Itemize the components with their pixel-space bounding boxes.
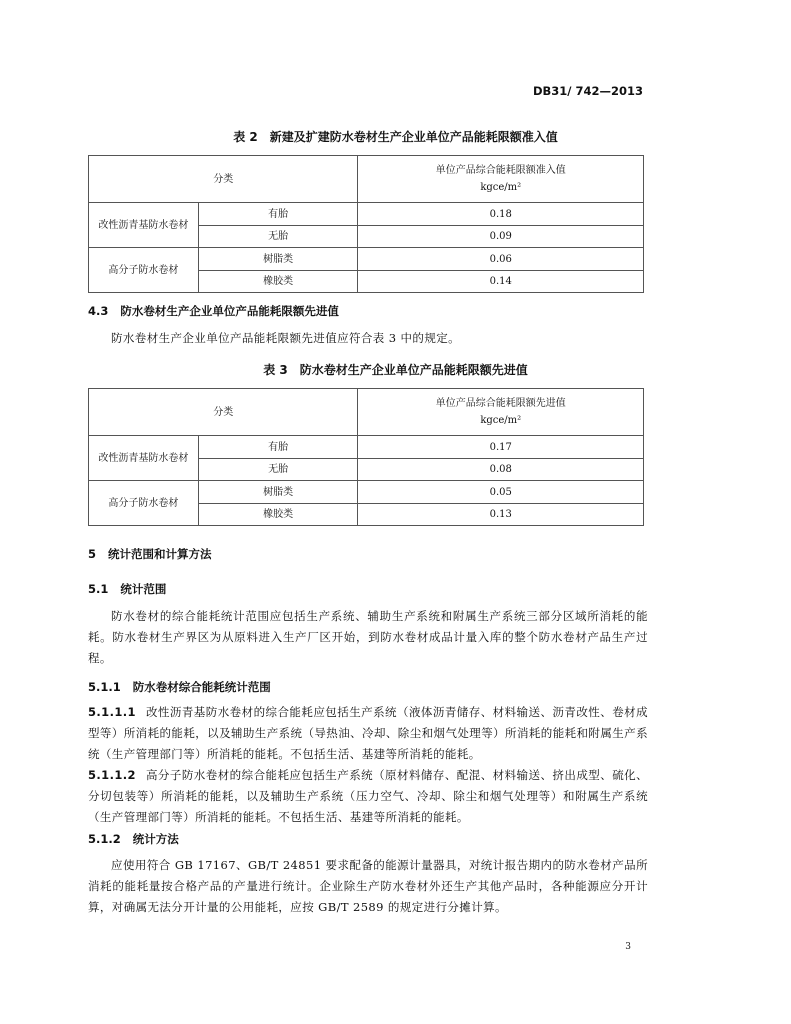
table2-group-2: 高分子防水卷材 <box>89 248 199 293</box>
table3-caption <box>0 361 791 378</box>
table3-sub-cell: 橡胶类 <box>198 504 358 526</box>
table3-sub-cell: 无胎 <box>198 459 358 481</box>
table2 <box>88 155 644 293</box>
section-number: 5.1.1 <box>88 680 121 694</box>
table2-group-1: 改性沥青基防水卷材 <box>89 203 199 248</box>
page-number: 3 <box>625 942 631 952</box>
table3-value-cell: 0.13 <box>358 504 644 526</box>
table2-value-cell: 0.09 <box>358 226 644 248</box>
table2-header-category: 分类 <box>89 156 358 203</box>
table3-title: 防水卷材生产企业单位产品能耗限额先进值 <box>299 363 528 377</box>
section-title: 统计范围和计算方法 <box>108 547 212 561</box>
standard-code: DB31/ 742—2013 <box>532 84 643 98</box>
clause-number: 5.1.1.2 <box>88 768 136 782</box>
section-number: 5.1.2 <box>88 832 121 846</box>
table2-header-value-label: 单位产品综合能耗限额准入值 <box>435 165 566 176</box>
table3-sub-cell: 有胎 <box>198 436 358 459</box>
clause-text: 改性沥青基防水卷材的综合能耗应包括生产系统（液体沥青储存、材料输送、沥青改性、卷材成型等）所消耗的能耗，以及辅助生产系统（导热油、冷却、除尘和烟气处理等）所消耗的能耗和附属生产系统（生产管理部门等）所消耗的能耗。不包括生活、基建等所消耗的能耗。 <box>88 705 648 761</box>
table3-header-value-label: 单位产品综合能耗限额先进值 <box>435 398 566 409</box>
section-5-1-text: 防水卷材的综合能耗统计范围应包括生产系统、辅助生产系统和附属生产系统三部分区域所消耗的能耗。防水卷材生产界区为从原料进入生产厂区开始，到防水卷材成品计量入库的整个防水卷材产品生产过程。 <box>88 609 648 665</box>
clause-text: 高分子防水卷材的综合能耗应包括生产系统（原材料储存、配混、材料输送、挤出成型、硫化、分切包装等）所消耗的能耗，以及辅助生产系统（压力空气、冷却、除尘和烟气处理等）和附属生产系统（生产管理部门等）所消耗的能耗。不包括生活、基建等所消耗的能耗。 <box>88 768 648 824</box>
table3-header-category: 分类 <box>89 389 358 436</box>
table2-value-cell: 0.06 <box>358 248 644 271</box>
section-number: 5.1 <box>88 582 109 596</box>
table3-value-cell: 0.17 <box>358 436 644 459</box>
table3-number: 表 3 <box>263 363 288 377</box>
table2-sub-cell: 有胎 <box>198 203 358 226</box>
table2-sub-cell: 橡胶类 <box>198 271 358 293</box>
table3-group-1: 改性沥青基防水卷材 <box>89 436 199 481</box>
section-4-3-heading <box>88 303 339 319</box>
section-number: 5 <box>88 547 97 561</box>
table3-value-cell: 0.08 <box>358 459 644 481</box>
table3-header-value <box>358 389 644 436</box>
table3-header-unit: kgce/m² <box>480 415 522 426</box>
section-number: 4.3 <box>88 304 109 318</box>
clause-number: 5.1.1.1 <box>88 705 136 719</box>
section-title: 防水卷材生产企业单位产品能耗限额先进值 <box>120 304 339 318</box>
section-5-heading <box>88 546 212 562</box>
section-5-1-2-text: 应使用符合 GB 17167、GB/T 24851 要求配备的能源计量器具，对统计报告期内的防水卷材产品所消耗的能耗量按合格产品的产量进行统计。企业除生产防水卷材外还生产其他产品时，各种能源应分开计算，对确属无法分开计量的公用能耗，应按 GB/T 2589 的规定进行分摊计算。 <box>88 858 648 914</box>
clause-5-1-1-1 <box>88 702 648 765</box>
section-4-3-text: 防水卷材生产企业单位产品能耗限额先进值应符合表 3 中的规定。 <box>111 331 461 345</box>
clause-5-1-1-2 <box>88 765 648 828</box>
section-title: 统计方法 <box>132 832 179 846</box>
table2-number: 表 2 <box>233 130 258 144</box>
table2-title: 新建及扩建防水卷材生产企业单位产品能耗限额准入值 <box>269 130 558 144</box>
table3-group-2: 高分子防水卷材 <box>89 481 199 526</box>
table3 <box>88 388 644 526</box>
table3-sub-cell: 树脂类 <box>198 481 358 504</box>
table2-value-cell: 0.14 <box>358 271 644 293</box>
table2-sub-cell: 无胎 <box>198 226 358 248</box>
table2-sub-cell: 树脂类 <box>198 248 358 271</box>
section-5-1-heading <box>88 581 166 597</box>
section-title: 防水卷材综合能耗统计范围 <box>132 680 271 694</box>
table3-value-cell: 0.05 <box>358 481 644 504</box>
table2-value-cell: 0.18 <box>358 203 644 226</box>
table2-header-value <box>358 156 644 203</box>
table2-header-unit: kgce/m² <box>480 182 522 193</box>
table2-caption <box>0 128 791 145</box>
section-5-1-2-heading <box>88 831 179 847</box>
section-title: 统计范围 <box>120 582 167 596</box>
section-5-1-1-heading <box>88 679 271 695</box>
